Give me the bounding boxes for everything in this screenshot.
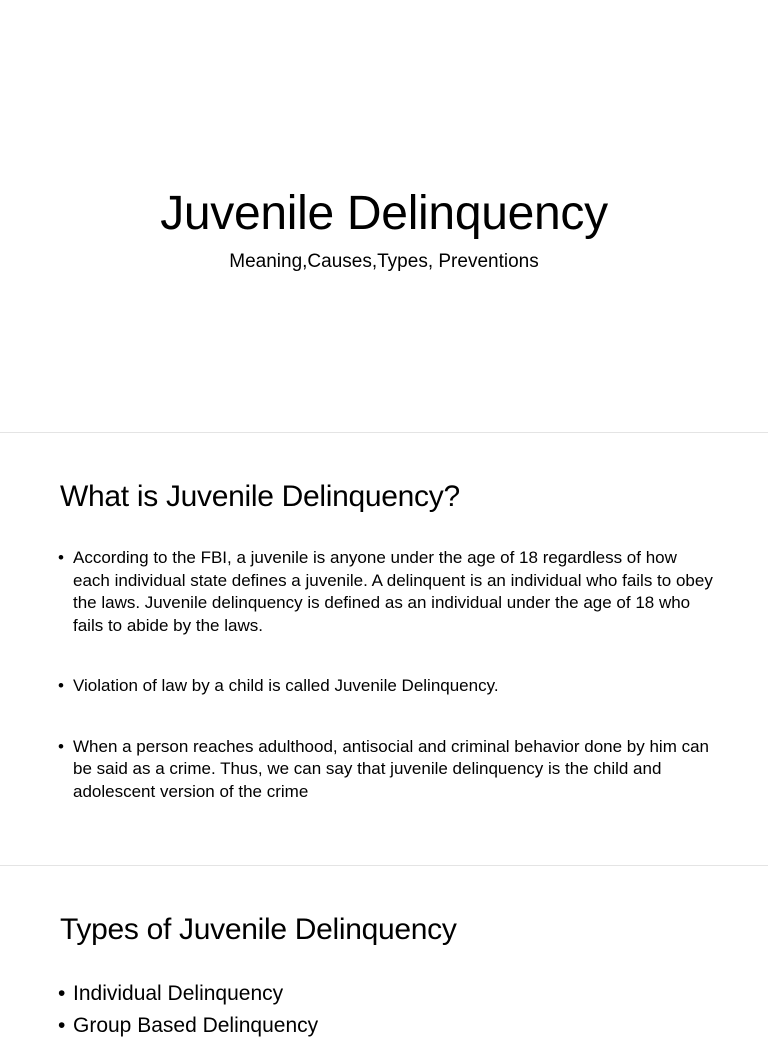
title-slide [0, 0, 768, 433]
page-subtitle: Meaning,Causes,Types, Preventions [229, 251, 539, 272]
bullet-icon: • [58, 676, 64, 695]
bullet-icon: • [58, 736, 64, 756]
bullet-icon: • [58, 982, 66, 1005]
list-item-text: Violation of law by a child is called Juvenile Delinquency. [73, 676, 499, 695]
list-item [58, 547, 718, 637]
list-item-text: When a person reaches adulthood, antisocial and criminal behavior done by him can be said as a crime. Thus, we can say that juvenile delinquency is the child and adolescent version of the crime [73, 736, 709, 801]
list-item-text: Individual Delinquency [73, 982, 284, 1005]
slide-what-is [0, 433, 768, 866]
slide-types [0, 866, 768, 1037]
slide-heading: What is Juvenile Delinquency? [60, 480, 460, 513]
bullet-list [58, 980, 718, 1040]
list-item [58, 980, 718, 1008]
bullet-icon: • [58, 1014, 66, 1037]
page-title: Juvenile Delinquency [160, 187, 608, 240]
list-item-text: Group Based Delinquency [73, 1014, 319, 1037]
list-item-text: According to the FBI, a juvenile is anyone under the age of 18 regardless of how each individual state defines a juvenile. A delinquent is an individual who fails to obey the laws. Juvenile delinquency is defined as an individual under the age of 18 who fails to abide by the laws. [73, 548, 713, 635]
list-item [58, 736, 718, 804]
list-item [58, 1012, 718, 1040]
slide-heading: Types of Juvenile Delinquency [60, 913, 457, 946]
list-item [58, 675, 718, 698]
bullet-icon: • [58, 548, 64, 567]
bullet-list [58, 547, 718, 803]
